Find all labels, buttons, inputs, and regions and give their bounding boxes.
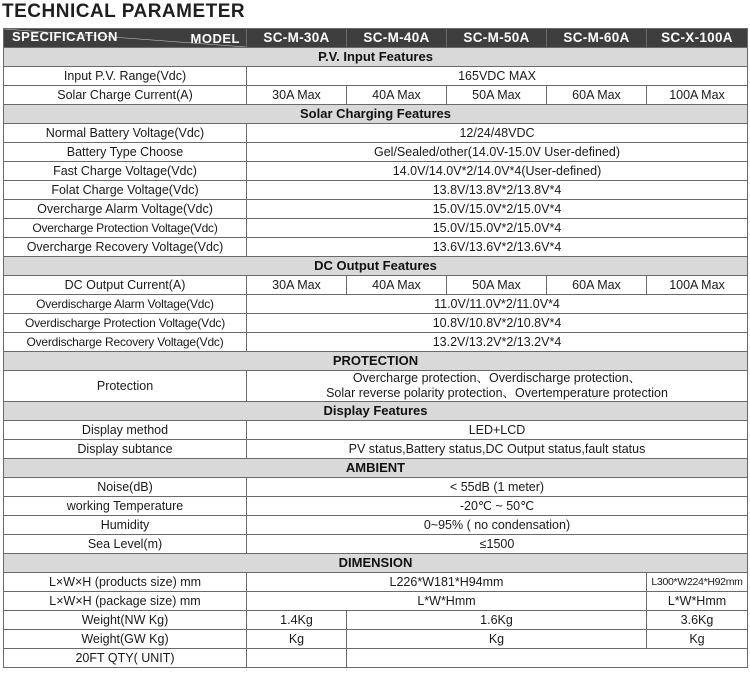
product-size-100a: L300*W224*H92mm <box>647 573 748 592</box>
table-row <box>4 219 748 238</box>
table-row <box>4 649 748 668</box>
row-value: 13.8V/13.8V*2/13.8V*4 <box>247 181 748 200</box>
package-size-100a: L*W*Hmm <box>647 592 748 611</box>
model-header-50a: SC-M-50A <box>447 29 547 48</box>
protection-line-1: Overcharge protection、Overdischarge protection、 <box>352 371 642 385</box>
row-value: 15.0V/15.0V*2/15.0V*4 <box>247 219 748 238</box>
row-value: -20℃ ~ 50℃ <box>247 497 748 516</box>
table-row <box>4 276 748 295</box>
technical-parameter-table <box>3 28 748 668</box>
gw-mid: Kg <box>347 630 647 649</box>
section-row <box>4 459 748 478</box>
row-label: Overdischarge Protection Voltage(Vdc) <box>4 314 247 333</box>
row-value-50a: 50A Max <box>447 276 547 295</box>
qty-30a <box>247 649 347 668</box>
section-row <box>4 352 748 371</box>
table-row <box>4 611 748 630</box>
row-value-100a: 100A Max <box>647 86 748 105</box>
row-label: Fast Charge Voltage(Vdc) <box>4 162 247 181</box>
row-value-50a: 50A Max <box>447 86 547 105</box>
table-row <box>4 573 748 592</box>
model-header-30a: SC-M-30A <box>247 29 347 48</box>
row-label: Input P.V. Range(Vdc) <box>4 67 247 86</box>
table-row <box>4 200 748 219</box>
row-value-40a: 40A Max <box>347 86 447 105</box>
protection-value <box>247 371 748 402</box>
row-label: Overcharge Alarm Voltage(Vdc) <box>4 200 247 219</box>
row-value: PV status,Battery status,DC Output status,fault status <box>247 440 748 459</box>
table-row <box>4 592 748 611</box>
table-row <box>4 421 748 440</box>
row-value: 10.8V/10.8V*2/10.8V*4 <box>247 314 748 333</box>
row-label: Sea Level(m) <box>4 535 247 554</box>
table-row <box>4 143 748 162</box>
product-size-main: L226*W181*H94mm <box>247 573 647 592</box>
row-label: Battery Type Choose <box>4 143 247 162</box>
gw-100a: Kg <box>647 630 748 649</box>
row-value: 165VDC MAX <box>247 67 748 86</box>
row-label: Humidity <box>4 516 247 535</box>
table-row <box>4 162 748 181</box>
row-value: LED+LCD <box>247 421 748 440</box>
table-row <box>4 124 748 143</box>
row-value-30a: 30A Max <box>247 86 347 105</box>
table-header-row <box>4 29 748 48</box>
table-row <box>4 497 748 516</box>
model-header-60a: SC-M-60A <box>547 29 647 48</box>
table-row <box>4 86 748 105</box>
row-label: Overcharge Protection Voltage(Vdc) <box>4 219 247 238</box>
model-header-40a: SC-M-40A <box>347 29 447 48</box>
row-label: DC Output Current(A) <box>4 276 247 295</box>
row-label: Overcharge Recovery Voltage(Vdc) <box>4 238 247 257</box>
section-row <box>4 554 748 573</box>
header-corner-cell <box>4 29 247 48</box>
row-value: ≤1500 <box>247 535 748 554</box>
row-label: Noise(dB) <box>4 478 247 497</box>
nw-30a: 1.4Kg <box>247 611 347 630</box>
row-label: 20FT QTY( UNIT) <box>4 649 247 668</box>
model-label: MODEL <box>190 31 240 46</box>
table-row <box>4 181 748 200</box>
section-protection-title: PROTECTION <box>4 352 748 371</box>
qty-rest <box>347 649 748 668</box>
row-value-40a: 40A Max <box>347 276 447 295</box>
row-value: 15.0V/15.0V*2/15.0V*4 <box>247 200 748 219</box>
nw-mid: 1.6Kg <box>347 611 647 630</box>
section-row <box>4 402 748 421</box>
row-value: 14.0V/14.0V*2/14.0V*4(User-defined) <box>247 162 748 181</box>
page-title: TECHNICAL PARAMETER <box>2 1 246 22</box>
table-row <box>4 630 748 649</box>
specification-label: SPECIFICATION <box>12 29 118 44</box>
table-row <box>4 371 748 402</box>
section-dc-output-title: DC Output Features <box>4 257 748 276</box>
row-value-60a: 60A Max <box>547 86 647 105</box>
nw-100a: 3.6Kg <box>647 611 748 630</box>
table-row <box>4 314 748 333</box>
model-header-100a: SC-X-100A <box>647 29 748 48</box>
row-label: Weight(NW Kg) <box>4 611 247 630</box>
row-value-60a: 60A Max <box>547 276 647 295</box>
row-value: 11.0V/11.0V*2/11.0V*4 <box>247 295 748 314</box>
row-label: Overdischarge Recovery Voltage(Vdc) <box>4 333 247 352</box>
section-solar-charging-title: Solar Charging Features <box>4 105 748 124</box>
row-label: Solar Charge Current(A) <box>4 86 247 105</box>
table-row <box>4 440 748 459</box>
row-label: Overdischarge Alarm Voltage(Vdc) <box>4 295 247 314</box>
table-row <box>4 238 748 257</box>
table-row <box>4 535 748 554</box>
table-row <box>4 516 748 535</box>
section-dimension-title: DIMENSION <box>4 554 748 573</box>
section-row <box>4 48 748 67</box>
protection-line-2: Solar reverse polarity protection、Overtemperature protection <box>326 386 668 400</box>
row-label: Display method <box>4 421 247 440</box>
row-label: L×W×H (package size) mm <box>4 592 247 611</box>
row-label: Folat Charge Voltage(Vdc) <box>4 181 247 200</box>
table-row <box>4 295 748 314</box>
table-row <box>4 333 748 352</box>
row-value: 13.6V/13.6V*2/13.6V*4 <box>247 238 748 257</box>
section-pv-input-title: P.V. Input Features <box>4 48 748 67</box>
row-value: Gel/Sealed/other(14.0V-15.0V User-defined) <box>247 143 748 162</box>
row-label: Normal Battery Voltage(Vdc) <box>4 124 247 143</box>
row-label: Display subtance <box>4 440 247 459</box>
row-value: 13.2V/13.2V*2/13.2V*4 <box>247 333 748 352</box>
row-value: < 55dB (1 meter) <box>247 478 748 497</box>
row-value-100a: 100A Max <box>647 276 748 295</box>
section-ambient-title: AMBIENT <box>4 459 748 478</box>
row-value: 12/24/48VDC <box>247 124 748 143</box>
section-row <box>4 105 748 124</box>
section-display-title: Display Features <box>4 402 748 421</box>
package-size-main: L*W*Hmm <box>247 592 647 611</box>
row-label: Weight(GW Kg) <box>4 630 247 649</box>
gw-30a: Kg <box>247 630 347 649</box>
table-row <box>4 478 748 497</box>
table-row <box>4 67 748 86</box>
row-label: Protection <box>4 371 247 402</box>
row-label: working Temperature <box>4 497 247 516</box>
row-value-30a: 30A Max <box>247 276 347 295</box>
section-row <box>4 257 748 276</box>
row-label: L×W×H (products size) mm <box>4 573 247 592</box>
row-value: 0~95% ( no condensation) <box>247 516 748 535</box>
